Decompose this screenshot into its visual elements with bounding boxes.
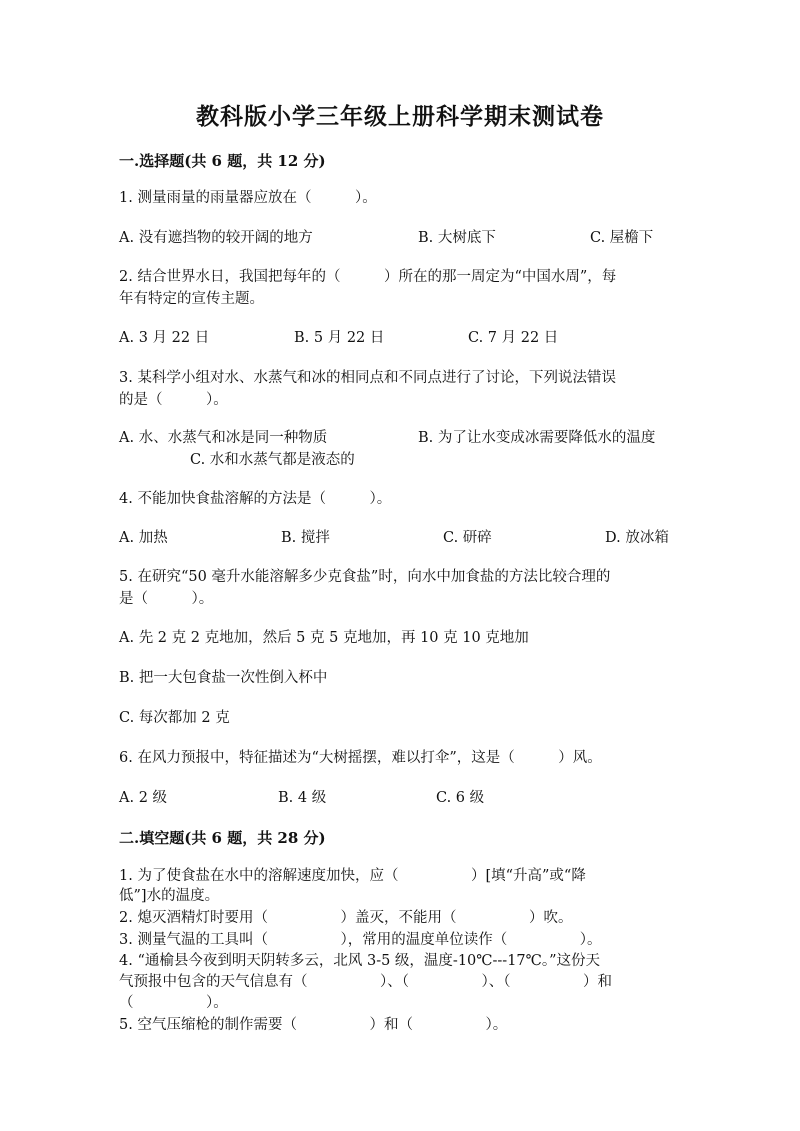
fill-question-1-line2: 低”]水的温度。 <box>119 888 220 904</box>
fill-question-4-line2: 气预报中包含的天气信息有（ ）、（ ）、（ ）和 <box>119 974 612 990</box>
q5-option-a: A. 先 2 克 2 克地加，然后 5 克 5 克地加，再 10 克 10 克地加 <box>119 630 529 646</box>
q2-option-b: B. 5 月 22 日 <box>294 330 385 346</box>
question-4-stem: 4. 不能加快食盐溶解的方法是（ ）。 <box>119 491 392 507</box>
q4-option-b: B. 搅拌 <box>281 530 330 546</box>
q4-option-d: D. 放冰箱 <box>605 530 669 546</box>
q4-option-a: A. 加热 <box>119 530 168 546</box>
question-2-stem-line2: 年有特定的宣传主题。 <box>119 291 264 307</box>
fill-question-2: 2. 熄灭酒精灯时要用（ ）盖灭，不能用（ ）吹。 <box>119 910 573 926</box>
question-6-stem: 6. 在风力预报中，特征描述为“大树摇摆，难以打伞”，这是（ ）风。 <box>119 750 602 766</box>
fill-question-3: 3. 测量气温的工具叫（ ），常用的温度单位读作（ ）。 <box>119 932 602 948</box>
fill-question-4-line1: 4. “通榆县今夜到明天阴转多云，北风 3-5 级，温度-10℃---17℃。”这份天 <box>119 953 601 969</box>
question-5-stem-line2: 是（ ）。 <box>119 591 214 607</box>
fill-question-4-line3: （ ）。 <box>119 995 228 1011</box>
question-2-stem-line1: 2. 结合世界水日，我国把每年的（ ）所在的那一周定为“中国水周”，每 <box>119 269 617 285</box>
q3-option-a: A. 水、水蒸气和冰是同一种物质 <box>119 430 328 446</box>
q4-option-c: C. 研碎 <box>443 530 492 546</box>
question-5-stem-line1: 5. 在研究“50 毫升水能溶解多少克食盐”时，向水中加食盐的方法比较合理的 <box>119 569 611 585</box>
q3-option-b: B. 为了让水变成冰需要降低水的温度 <box>418 430 656 446</box>
q1-option-b: B. 大树底下 <box>418 230 496 246</box>
q6-option-b: B. 4 级 <box>278 790 327 806</box>
fill-question-5: 5. 空气压缩枪的制作需要（ ）和（ ）。 <box>119 1017 508 1033</box>
q3-option-c: C. 水和水蒸气都是液态的 <box>190 452 355 468</box>
question-1-stem: 1. 测量雨量的雨量器应放在（ ）。 <box>119 190 377 206</box>
fill-question-1-line1: 1. 为了使食盐在水中的溶解速度加快，应（ ）[填“升高”或“降 <box>119 868 586 884</box>
question-3-stem-line2: 的是（ ）。 <box>119 392 228 408</box>
q1-option-c: C. 屋檐下 <box>590 230 654 246</box>
q2-option-a: A. 3 月 22 日 <box>119 330 210 346</box>
q5-option-b: B. 把一大包食盐一次性倒入杯中 <box>119 670 328 686</box>
q6-option-c: C. 6 级 <box>436 790 485 806</box>
page-title: 教科版小学三年级上册科学期末测试卷 <box>196 103 604 130</box>
question-3-stem-line1: 3. 某科学小组对水、水蒸气和冰的相同点和不同点进行了讨论，下列说法错误 <box>119 370 616 386</box>
q5-option-c: C. 每次都加 2 克 <box>119 710 230 726</box>
section-heading-fill-blank: 二.填空题(共 6 题，共 28 分) <box>119 829 326 847</box>
q6-option-a: A. 2 级 <box>119 790 168 806</box>
q1-option-a: A. 没有遮挡物的较开阔的地方 <box>119 230 313 246</box>
q2-option-c: C. 7 月 22 日 <box>468 330 559 346</box>
section-heading-choice: 一.选择题(共 6 题，共 12 分) <box>119 152 326 170</box>
